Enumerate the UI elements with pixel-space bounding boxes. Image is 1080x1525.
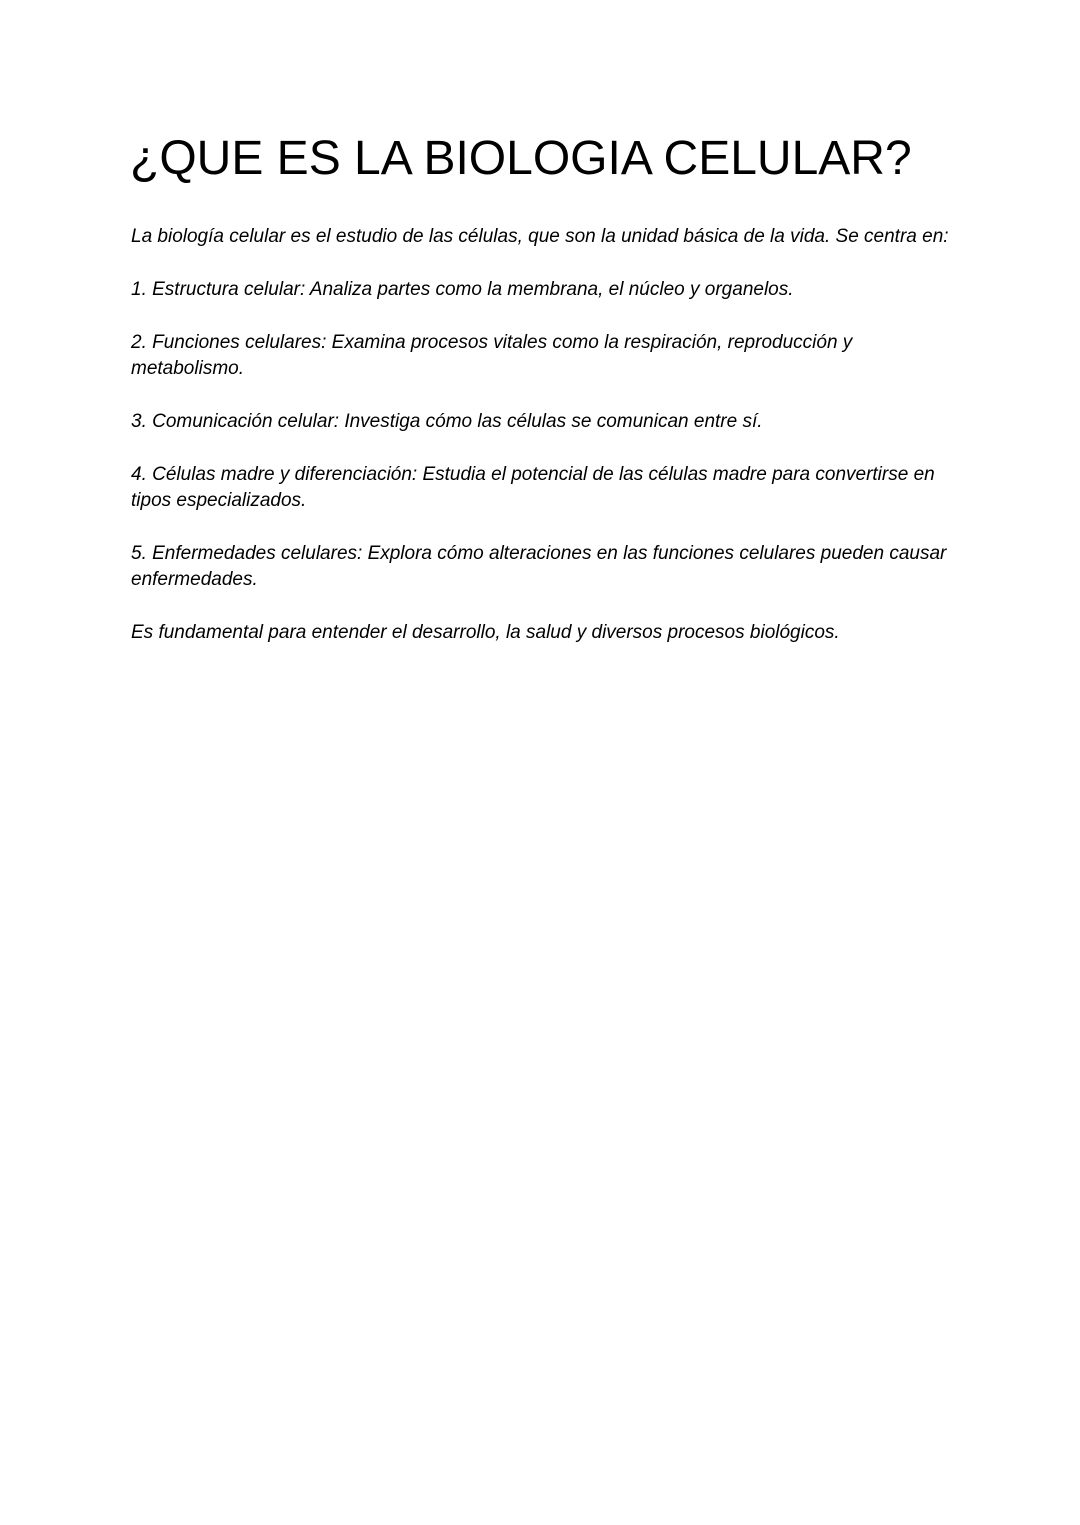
list-item-diseases: 5. Enfermedades celulares: Explora cómo alteraciones en las funciones celulares pueden causar enfermedades. (131, 542, 947, 591)
list-item-communication: 3. Comunicación celular: Investiga cómo las células se comunican entre sí. (131, 410, 763, 432)
list-item-stem-cells: 4. Células madre y diferenciación: Estudia el potencial de las células madre para convertirse en tipos especializados. (131, 463, 935, 511)
conclusion-paragraph: Es fundamental para entender el desarrollo, la salud y diversos procesos biológicos. (131, 622, 840, 643)
page-title: ¿QUE ES LA BIOLOGIA CELULAR? (130, 132, 912, 185)
document-body (131, 224, 961, 673)
list-item-functions: 2. Funciones celulares: Examina procesos vitales como la respiración, reproducción y metabolismo. (131, 331, 853, 379)
list-item-structure: 1. Estructura celular: Analiza partes como la membrana, el núcleo y organelos. (131, 278, 794, 300)
intro-paragraph: La biología celular es el estudio de las células, que son la unidad básica de la vida. Se centra en: (131, 226, 949, 247)
